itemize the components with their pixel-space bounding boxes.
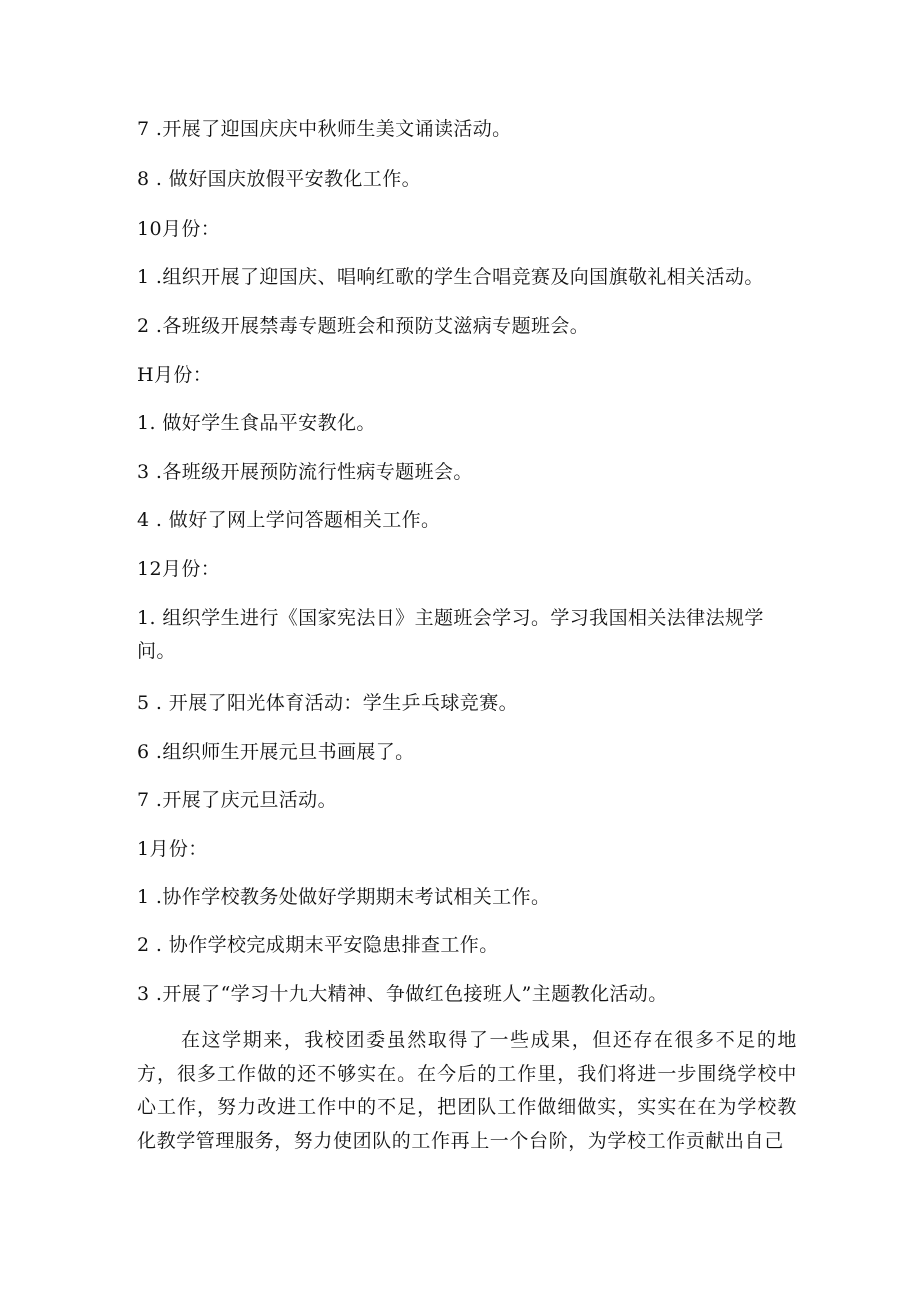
summary-paragraph: 在这学期来，我校团委虽然取得了一些成果，但还存在很多不足的地方，很多工作做的还不够实在。在今后的工作里，我们将进一步围绕学校中心工作，努力改进工作中的不足，把团队工作做细做实，实实在在为学校教化教学管理服务，努力使团队的工作再上一个台阶，为学校工作贡献出自己 <box>137 1029 797 1152</box>
list-item: 2 .各班级开展禁毒专题班会和预防艾滋病专题班会。 <box>137 315 590 337</box>
list-item: 4 . 做好了网上学问答题相关工作。 <box>137 509 441 531</box>
list-item: 3 .各班级开展预防流行性病专题班会。 <box>137 461 473 483</box>
list-item: 7 .开展了庆元旦活动。 <box>137 789 337 811</box>
list-item: 3 .开展了“学习十九大精神、争做红色接班人”主题教化活动。 <box>137 983 668 1005</box>
list-item: 7 .开展了迎国庆庆中秋师生美文诵读活动。 <box>137 118 512 140</box>
list-item: 8 . 做好国庆放假平安教化工作。 <box>137 168 422 190</box>
month-heading: 1月份： <box>137 838 208 860</box>
list-item: 1 .协作学校教务处做好学期期末考试相关工作。 <box>137 886 551 908</box>
list-item: 2 . 协作学校完成期末平安隐患排查工作。 <box>137 934 499 956</box>
list-item: 1. 组织学生进行《国家宪法日》主题班会学习。学习我国相关法律法规学问。 <box>137 607 764 662</box>
list-item: 1. 做好学生食品平安教化。 <box>137 412 376 434</box>
month-heading: 10月份： <box>137 218 221 240</box>
list-item: 5 . 开展了阳光体育活动：学生乒乓球竞赛。 <box>137 692 519 714</box>
month-heading: H月份： <box>137 364 213 386</box>
month-heading: 12月份： <box>137 558 221 580</box>
list-item: 6 .组织师生开展元旦书画展了。 <box>137 741 415 763</box>
list-item: 1 .组织开展了迎国庆、唱响红歌的学生合唱竞赛及向国旗敬礼相关活动。 <box>137 266 764 288</box>
